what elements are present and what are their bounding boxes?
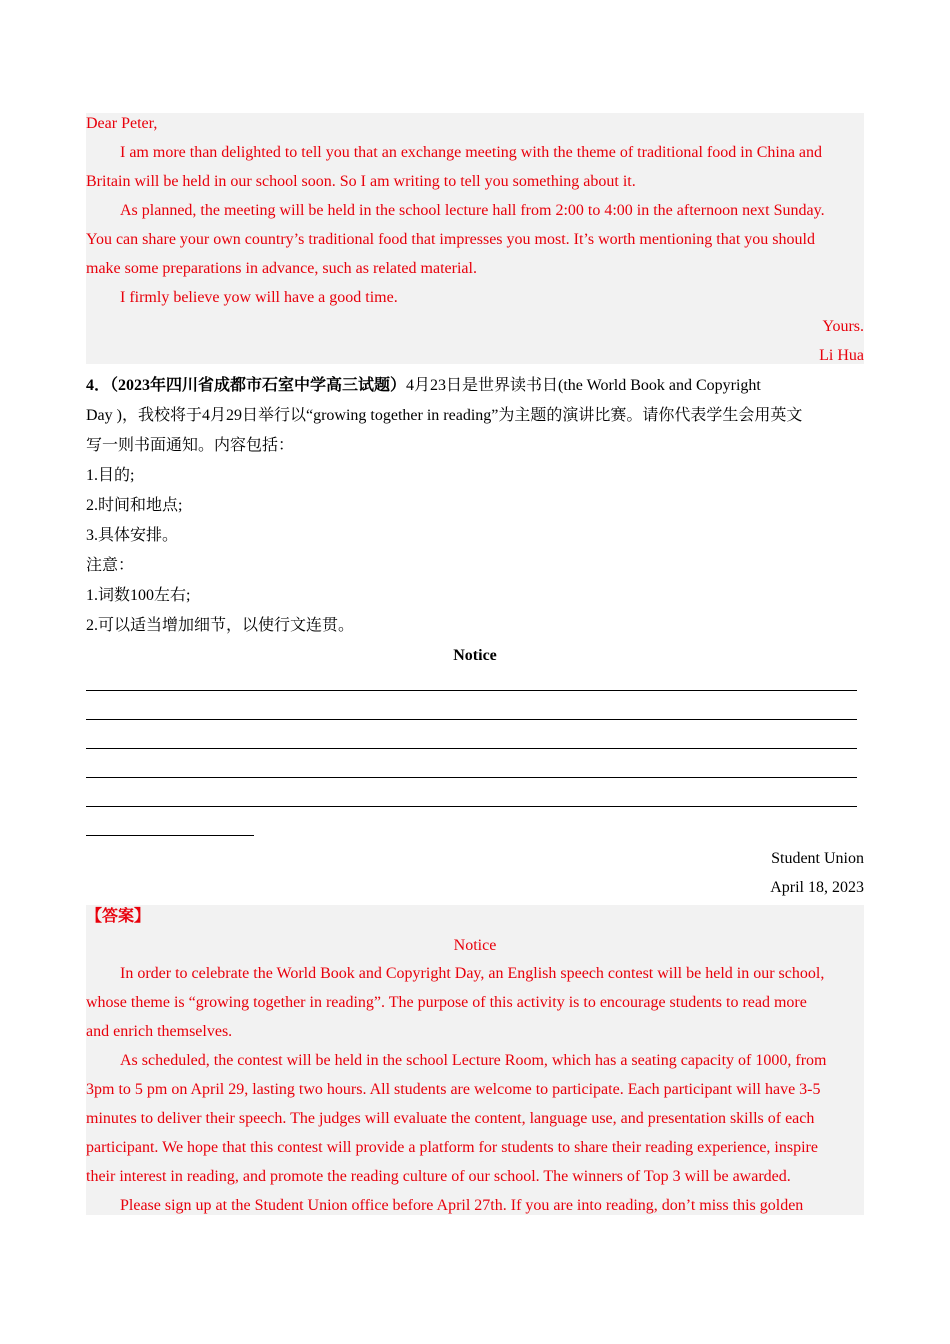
requirement-item-2: 2.时间和地点; [86, 497, 183, 514]
answer-paragraph-2-line-1: As scheduled, the contest will be held in the school Lecture Room, which has a seating capacity of 1000, from [120, 1052, 827, 1069]
question-text-start: 4月23日是世界读书日(the World Book and Copyright [406, 377, 761, 394]
answer-blank-line [86, 806, 857, 807]
letter-paragraph-2-line-2: You can share your own country’s traditional food that impresses you most. It’s worth mentioning that you should [86, 231, 815, 248]
requirement-item-1: 1.目的; [86, 467, 135, 484]
answer-paragraph-1-line-1: In order to celebrate the World Book and Copyright Day, an English speech contest will be held in our school, [120, 965, 825, 982]
letter-paragraph-1-line-2: Britain will be held in our school soon. So I am writing to tell you something about it. [86, 173, 636, 190]
answer-label: 【答案】 [86, 908, 151, 925]
letter-closing: Yours. [822, 318, 864, 335]
question-4-line-2: Day )，我校将于4月29日举行以“growing together in reading”为主题的演讲比赛。请你代表学生会用英文 [86, 407, 803, 424]
question-4-line-3: 写一则书面通知。内容包括： [86, 437, 295, 454]
note-item-1: 1.词数100左右; [86, 587, 191, 604]
note-item-2: 2.可以适当增加细节，以使行文连贯。 [86, 617, 355, 634]
notice-signature-date: April 18, 2023 [770, 879, 864, 896]
answer-notice-title: Notice [453, 937, 497, 954]
letter-paragraph-1-line-1: I am more than delighted to tell you that an exchange meeting with the theme of traditional food in China and [120, 144, 823, 161]
letter-paragraph-3-line-1: I firmly believe yow will have a good time. [120, 289, 398, 306]
letter-paragraph-2-line-1: As planned, the meeting will be held in the school lecture hall from 2:00 to 4:00 in the afternoon next Sunday. [120, 202, 825, 219]
answer-paragraph-2-line-3: minutes to deliver their speech. The judges will evaluate the content, language use, and presentation skills of each [86, 1110, 815, 1127]
letter-paragraph-2-line-3: make some preparations in advance, such as related material. [86, 260, 477, 277]
answer-blank-line [86, 777, 857, 778]
question-number: 4． [86, 377, 111, 394]
answer-paragraph-2-line-5: their interest in reading, and promote the reading culture of our school. The winners of Top 3 will be awarded. [86, 1168, 791, 1185]
requirement-item-3: 3.具体安排。 [86, 527, 179, 544]
note-label: 注意： [86, 557, 135, 574]
answer-paragraph-1-line-3: and enrich themselves. [86, 1023, 233, 1040]
answer-paragraph-2-line-2: 3pm to 5 pm on April 29, lasting two hours. All students are welcome to participate. Each participant will have 3-5 [86, 1081, 821, 1098]
answer-blank-line [86, 748, 857, 749]
question-source: （2023年四川省成都市石室中学高三试题） [110, 377, 407, 394]
answer-blank-line [86, 690, 857, 691]
answer-paragraph-1-line-2: whose theme is “growing together in reading”. The purpose of this activity is to encourage students to read more [86, 994, 807, 1011]
answer-paragraph-2-line-4: participant. We hope that this contest will provide a platform for students to share their reading experience, inspire [86, 1139, 818, 1156]
answer-blank-line [86, 835, 254, 836]
notice-heading: Notice [453, 647, 497, 664]
answer-paragraph-3-line-1: Please sign up at the Student Union office before April 27th. If you are into reading, don’t miss this golden [120, 1197, 804, 1214]
answer-blank-line [86, 719, 857, 720]
question-4-line-1 [86, 376, 864, 396]
letter-salutation: Dear Peter, [86, 115, 158, 132]
letter-signature: Li Hua [819, 347, 864, 364]
notice-signature-org: Student Union [771, 850, 864, 867]
